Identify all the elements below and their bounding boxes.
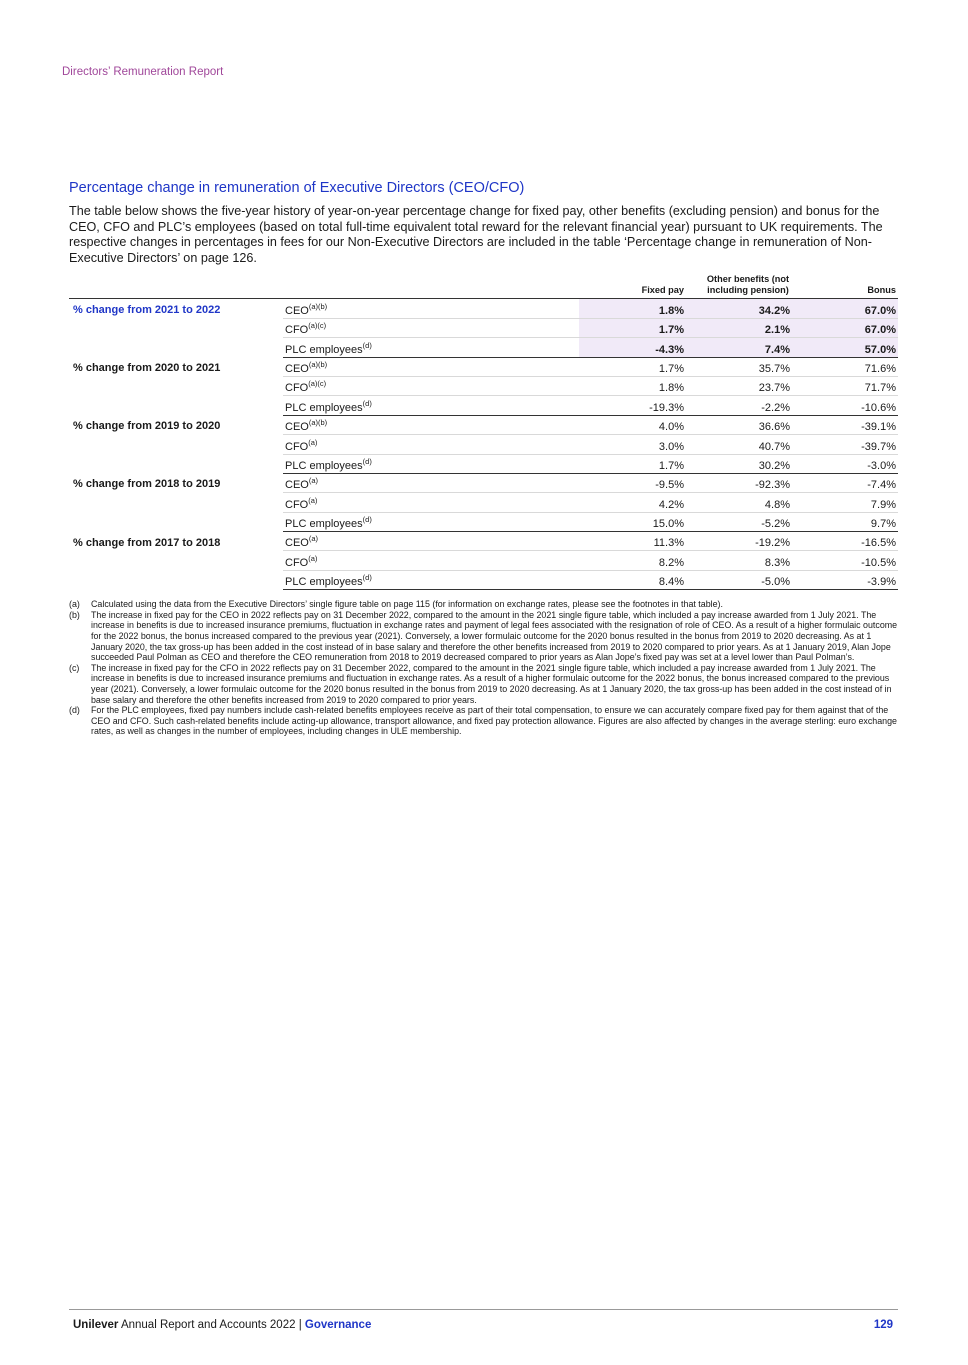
fixed-pay-value: 1.8% bbox=[579, 299, 686, 318]
intro-paragraph: The table below shows the five-year history of year-on-year percentage change for fixed pay, other benefits (excluding pension) and bonus for the CEO, CFO and PLC’s employees (based on total full-time equivalent total reward for the relevant financial year) pursuant to UK requirements. The respective changes in percentages in fees for our Non-Executive Directors are included in the table ‘Percentage change in remuneration of Non-Executive Directors’ on page 126. bbox=[69, 204, 883, 265]
row-label bbox=[283, 415, 579, 434]
bonus-value: -3.0% bbox=[792, 454, 898, 473]
row-label-text: PLC employees bbox=[285, 576, 363, 589]
header-fixed-pay: Fixed pay bbox=[579, 274, 686, 299]
footnote-mark: (a) bbox=[69, 599, 80, 610]
footnote-ref: (a)(b) bbox=[308, 418, 328, 428]
fixed-pay-value: 1.7% bbox=[579, 318, 686, 337]
other-benefits-value: -5.2% bbox=[686, 512, 792, 531]
fixed-pay-value: 15.0% bbox=[579, 512, 686, 531]
main-content bbox=[69, 180, 898, 737]
header-bonus: Bonus bbox=[792, 274, 898, 299]
footnote-ref: (a)(c) bbox=[308, 321, 327, 331]
footnote-ref: (a) bbox=[308, 437, 318, 447]
header-blank bbox=[283, 274, 579, 299]
fixed-pay-value: 3.0% bbox=[579, 435, 686, 454]
bonus-value: -10.5% bbox=[792, 551, 898, 570]
period-label: % change from 2018 to 2019 bbox=[73, 478, 221, 491]
row-label-text: CFO bbox=[285, 324, 309, 337]
footer-title: Annual Report and Accounts 2022 | bbox=[118, 1319, 305, 1331]
row-label bbox=[283, 512, 579, 531]
footnote-ref: (a) bbox=[308, 476, 319, 486]
row-label-text: CEO bbox=[285, 362, 309, 375]
bonus-value: 67.0% bbox=[792, 318, 898, 337]
table-body bbox=[69, 299, 898, 590]
other-benefits-value: -5.0% bbox=[686, 570, 792, 589]
fixed-pay-value: -19.3% bbox=[579, 396, 686, 415]
footnote-ref: (a)(b) bbox=[308, 301, 328, 311]
row-label bbox=[283, 376, 579, 395]
footnote-item bbox=[69, 663, 898, 705]
bonus-value: 7.9% bbox=[792, 493, 898, 512]
other-benefits-value: 8.3% bbox=[686, 551, 792, 570]
footer-section: Governance bbox=[304, 1319, 372, 1331]
page-heading: Percentage change in remuneration of Executive Directors (CEO/CFO) bbox=[69, 180, 525, 196]
row-label-text: PLC employees bbox=[285, 518, 363, 531]
footnote-ref: (d) bbox=[362, 573, 372, 583]
fixed-pay-value: 1.7% bbox=[579, 454, 686, 473]
footnote-ref: (d) bbox=[362, 398, 372, 408]
other-benefits-value: -19.2% bbox=[686, 532, 792, 551]
other-benefits-value: -2.2% bbox=[686, 396, 792, 415]
row-label bbox=[283, 357, 579, 376]
table-row bbox=[69, 532, 898, 551]
footnote-text: The increase in fixed pay for the CFO in 2022 reflects pay on 31 December 2022, compared to the amount in the 2021 single figure table, which included a pay increase awarded from 1 July 2021. The increase in benefits is due to increased insurance premiums and fluctuation in exchange rates. As a result of a higher formulaic outcome for the 2022 bonus, the bonus increased compared to the previous year (2021). Conversely, a lower formulaic outcome for the 2020 bonus resulted in the bonus from 2019 to 2020 decreasing. As at 1 January 2020, the tax gross-up has been added in the cost instead of in base salary and therefore the other benefits increased from 2019 to 2020 compared to prior years. bbox=[91, 662, 892, 705]
fixed-pay-value: 4.2% bbox=[579, 493, 686, 512]
other-benefits-value: 23.7% bbox=[686, 376, 792, 395]
other-benefits-value: 36.6% bbox=[686, 415, 792, 434]
row-label-text: CEO bbox=[285, 304, 309, 317]
table-row bbox=[69, 473, 898, 492]
row-label-text: CEO bbox=[285, 537, 309, 550]
footer bbox=[73, 1319, 371, 1331]
other-benefits-value: 30.2% bbox=[686, 454, 792, 473]
bonus-value: 57.0% bbox=[792, 338, 898, 357]
footnote-item bbox=[69, 610, 898, 663]
row-label-text: CEO bbox=[285, 421, 309, 434]
fixed-pay-value: 1.8% bbox=[579, 376, 686, 395]
row-label bbox=[283, 396, 579, 415]
period-label: % change from 2021 to 2022 bbox=[73, 304, 221, 317]
row-label bbox=[283, 318, 579, 337]
row-label-text: PLC employees bbox=[285, 343, 363, 356]
footnote-item bbox=[69, 599, 898, 610]
footnote-mark: (c) bbox=[69, 662, 80, 673]
table-row bbox=[69, 357, 898, 376]
bonus-value: 67.0% bbox=[792, 299, 898, 318]
fixed-pay-value: 11.3% bbox=[579, 532, 686, 551]
bonus-value: -39.7% bbox=[792, 435, 898, 454]
header-other-benefits: Other benefits (not including pension) bbox=[686, 274, 792, 299]
other-benefits-value: 2.1% bbox=[686, 318, 792, 337]
bonus-value: -10.6% bbox=[792, 396, 898, 415]
row-label-text: CEO bbox=[285, 479, 309, 492]
table-row bbox=[69, 299, 898, 318]
row-label bbox=[283, 532, 579, 551]
bonus-value: -3.9% bbox=[792, 570, 898, 589]
table-row bbox=[69, 415, 898, 434]
bonus-value: 9.7% bbox=[792, 512, 898, 531]
bonus-value: -39.1% bbox=[792, 415, 898, 434]
footer-brand: Unilever bbox=[73, 1319, 119, 1331]
section-label: Directors’ Remuneration Report bbox=[62, 66, 224, 78]
fixed-pay-value: 8.4% bbox=[579, 570, 686, 589]
period-label: % change from 2020 to 2021 bbox=[73, 362, 221, 375]
row-label bbox=[283, 473, 579, 492]
footnote-ref: (a) bbox=[308, 495, 318, 505]
table-header-row bbox=[69, 274, 898, 299]
row-label bbox=[283, 435, 579, 454]
row-label bbox=[283, 493, 579, 512]
other-benefits-value: 4.8% bbox=[686, 493, 792, 512]
footnote-ref: (a)(b) bbox=[308, 359, 328, 369]
row-label-text: CFO bbox=[285, 556, 309, 569]
other-benefits-value: 34.2% bbox=[686, 299, 792, 318]
fixed-pay-value: -9.5% bbox=[579, 473, 686, 492]
footnote-text: Calculated using the data from the Executive Directors’ single figure table on page 115 (for information on exchange rates, please see the footnotes in that table). bbox=[91, 599, 723, 610]
row-label bbox=[283, 338, 579, 357]
header-blank bbox=[69, 274, 283, 299]
other-benefits-value: -92.3% bbox=[686, 473, 792, 492]
row-label-text: CFO bbox=[285, 440, 309, 453]
footnote-mark: (d) bbox=[69, 705, 80, 716]
other-benefits-value: 7.4% bbox=[686, 338, 792, 357]
fixed-pay-value: -4.3% bbox=[579, 338, 686, 357]
footer-divider bbox=[69, 1309, 898, 1310]
footnote-ref: (a)(c) bbox=[308, 379, 327, 389]
row-label bbox=[283, 454, 579, 473]
row-label-text: PLC employees bbox=[285, 401, 363, 414]
footnote-item bbox=[69, 705, 898, 737]
footnote-text: For the PLC employees, fixed pay numbers include cash-related benefits employees receive as part of their total compensation, to ensure we can accurately compare fixed pay for them against that of the CEO and CFO. Such cash-related benefits include acting-up allowance, transport allowance, and fixed pay protection allowance. Figures are also affected by changes in the average sterling: euro exchange rates, as well as changes in the number of employees, including changes in ULE membership. bbox=[91, 705, 897, 737]
page-number: 129 bbox=[873, 1319, 893, 1331]
other-benefits-value: 35.7% bbox=[686, 357, 792, 376]
row-label bbox=[283, 551, 579, 570]
footnote-ref: (d) bbox=[362, 340, 372, 350]
row-label-text: PLC employees bbox=[285, 459, 363, 472]
row-label bbox=[283, 299, 579, 318]
bonus-value: -16.5% bbox=[792, 532, 898, 551]
remuneration-change-table bbox=[69, 274, 898, 590]
footnote-mark: (b) bbox=[69, 609, 80, 620]
period-label: % change from 2019 to 2020 bbox=[73, 420, 221, 433]
footnote-text: The increase in fixed pay for the CEO in 2022 reflects pay on 31 December 2022, compared to the amount in the 2021 single figure table, which included a pay increase awarded from 1 July 2021. The increase in benefits is due to increased insurance premiums, fluctuation in exchange rates and payment of legal fees associated with the resignation of role of CEO. As a result of a higher formulaic outcome for the 2022 bonus, the bonus increased compared to the previous year (2021). Conversely, a lower formulaic outcome for the 2020 bonus resulted in the bonus from 2019 to 2020 decreasing. As at 1 January 2020, the tax gross-up has been added in the cost instead of in base salary and therefore the other benefits increased from 2019 to 2020 compared to prior years. As at 1 January 2019, Alan Jope succeeded Paul Polman as CEO and therefore the CEO remuneration from 2018 to 2019 decreased compared to prior years as Alan Jope’s fixed pay was set at a level lower than Paul Polman’s. bbox=[91, 609, 898, 663]
row-label bbox=[283, 570, 579, 589]
footnote-ref: (a) bbox=[308, 534, 319, 544]
bonus-value: 71.7% bbox=[792, 376, 898, 395]
footnotes bbox=[69, 599, 898, 737]
row-label-text: CFO bbox=[285, 498, 309, 511]
fixed-pay-value: 4.0% bbox=[579, 415, 686, 434]
period-label: % change from 2017 to 2018 bbox=[73, 536, 221, 549]
bonus-value: -7.4% bbox=[792, 473, 898, 492]
bonus-value: 71.6% bbox=[792, 357, 898, 376]
footnote-ref: (d) bbox=[362, 456, 372, 466]
footnote-ref: (d) bbox=[362, 515, 372, 525]
footnote-ref: (a) bbox=[308, 553, 318, 563]
fixed-pay-value: 8.2% bbox=[579, 551, 686, 570]
other-benefits-value: 40.7% bbox=[686, 435, 792, 454]
fixed-pay-value: 1.7% bbox=[579, 357, 686, 376]
row-label-text: CFO bbox=[285, 382, 309, 395]
